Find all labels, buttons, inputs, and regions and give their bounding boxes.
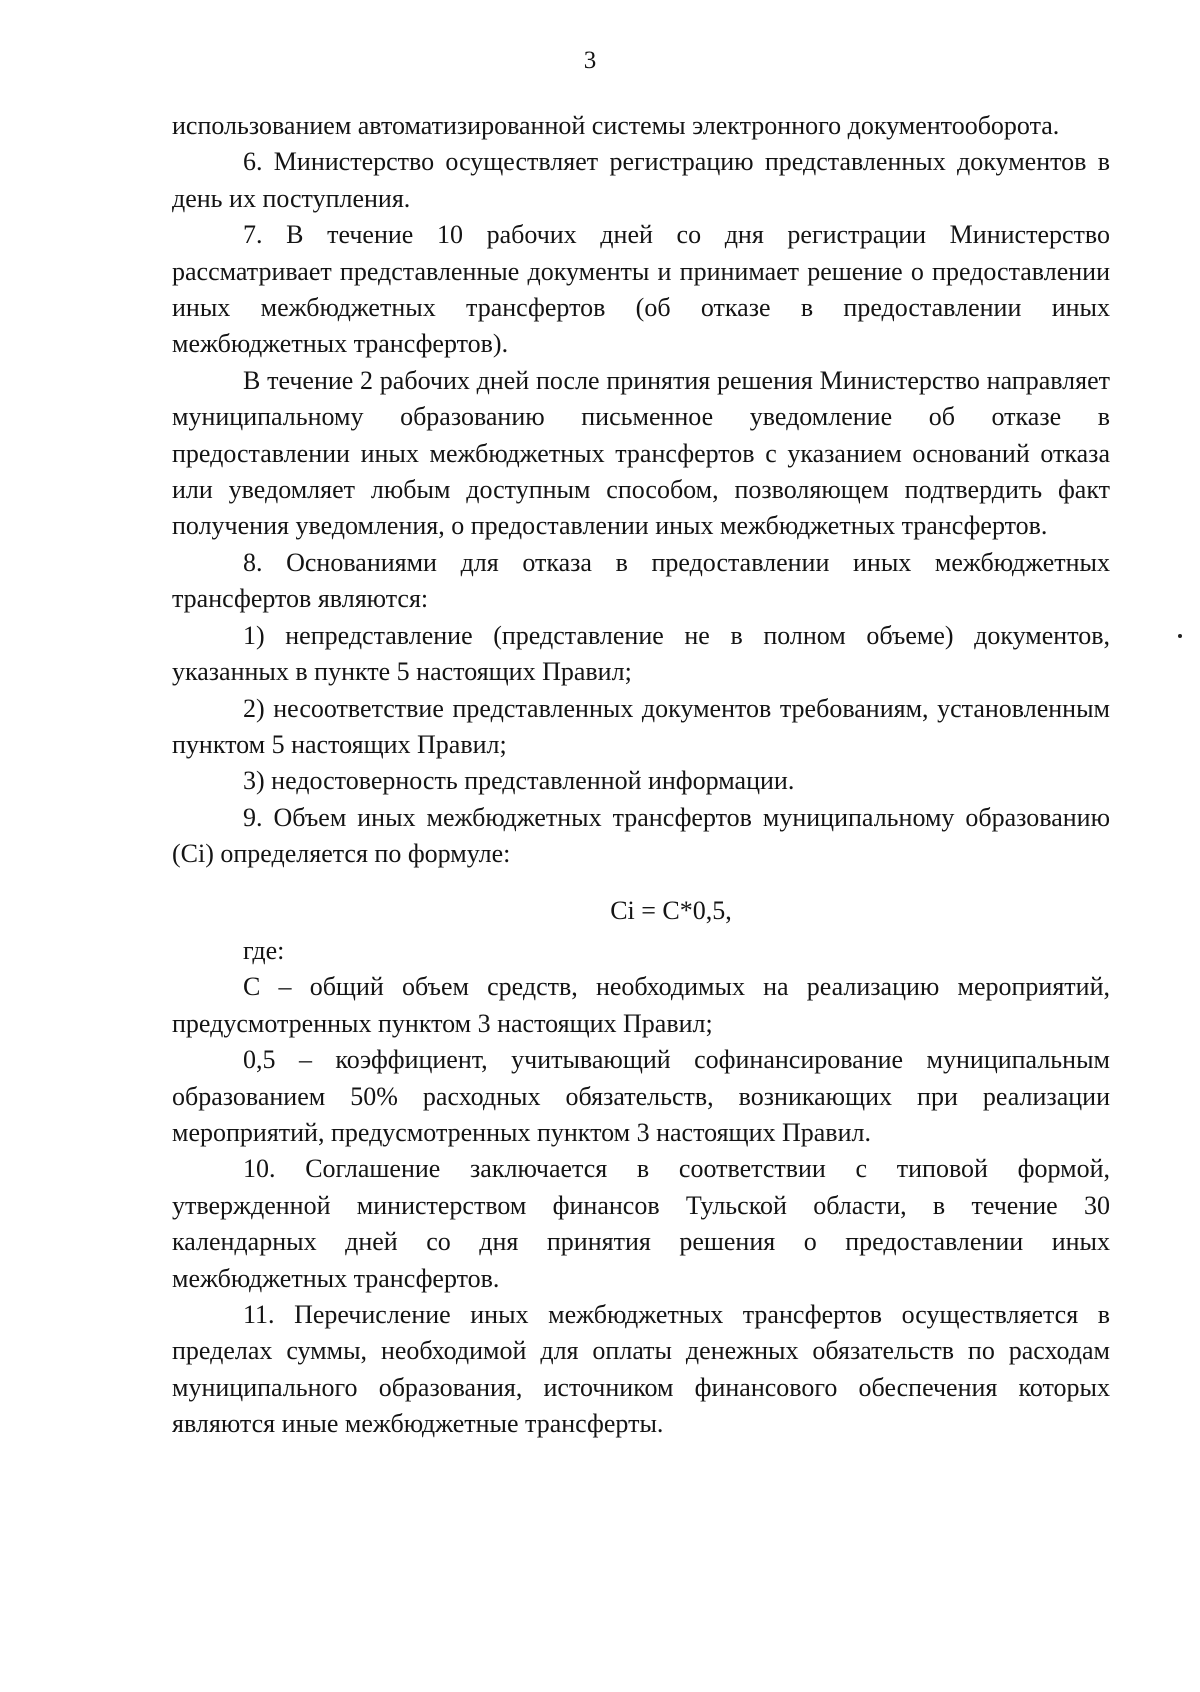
paragraph-item-6: 6. Министерство осуществляет регистрацию представленных документов в день их поступления. — [172, 147, 1110, 213]
paragraph-item-7-notification: В течение 2 рабочих дней после принятия решения Министерство направляет муниципальному образованию письменное уведомление об отказе в предоставлении иных межбюджетных трансфертов с указанием оснований отказа или уведомляет любым доступным способом, позволяющем подтвердить факт получения уведомления, о предоставлении иных межбюджетных трансфертов. — [172, 365, 1110, 541]
paragraph-item-8: 8. Основаниями для отказа в предоставлении иных межбюджетных трансфертов являются: — [172, 547, 1110, 614]
paragraph-item-8-reason-1: 1) непредставление (представление не в полном объеме) документов, указанных в пункте 5 настоящих Правил; — [172, 620, 1110, 687]
page-number: 3 — [583, 47, 597, 74]
paragraph-formula-coefficient: 0,5 – коэффициент, учитывающий софинансирование муниципальным образованием 50% расходных обязательств, возникающих при реализации мероприятий, предусмотренных пунктом 3 настоящих Правил. — [172, 1045, 1110, 1147]
paragraph-item-9: 9. Объем иных межбюджетных трансфертов муниципальному образованию (Ci) определяется по формуле: — [172, 802, 1110, 869]
formula: Ci = C*0,5, — [610, 895, 732, 925]
document-body — [172, 108, 1110, 1443]
scan-speck — [1178, 634, 1182, 638]
paragraph-item-11: 11. Перечисление иных межбюджетных трансфертов осуществляется в пределах суммы, необходимой для оплаты денежных обязательств по расходам муниципального образования, источником финансового обеспечения которых являются иные межбюджетные трансферты. — [172, 1300, 1110, 1439]
paragraph-item-10: 10. Соглашение заключается в соответствии с типовой формой, утвержденной министерством финансов Тульской области, в течение 30 календарных дней со дня принятия решения о предоставлении иных межбюджетных трансфертов. — [172, 1154, 1110, 1293]
paragraph-continuation: использованием автоматизированной системы электронного документооборота. — [172, 111, 1060, 140]
paragraph-formula-c: С – общий объем средств, необходимых на реализацию мероприятий, предусмотренных пунктом 3 настоящих Правил; — [172, 972, 1110, 1038]
formula-where-label: где: — [243, 935, 285, 965]
paragraph-item-8-reason-2: 2) несоответствие представленных документов требованиям, установленным пунктом 5 настоящих Правил; — [172, 693, 1110, 759]
paragraph-item-7: 7. В течение 10 рабочих дней со дня регистрации Министерство рассматривает представленные документы и принимает решение о предоставлении иных межбюджетных трансфертов (об отказе в предоставлении иных межбюджетных трансфертов). — [172, 220, 1110, 359]
paragraph-item-8-reason-3: 3) недостоверность представленной информации. — [243, 766, 795, 796]
